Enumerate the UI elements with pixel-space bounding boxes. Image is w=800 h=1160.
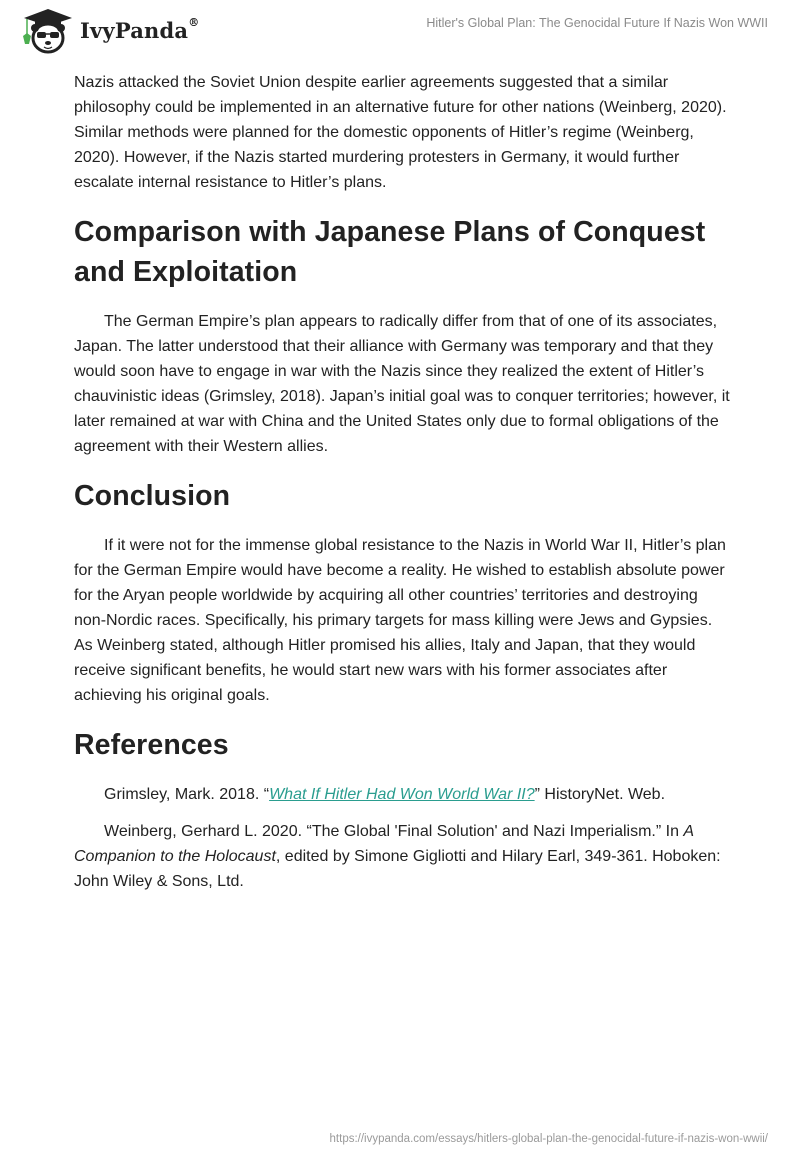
ivypanda-logo[interactable] (18, 6, 199, 54)
reference-item: Grimsley, Mark. 2018. “What If Hitler Had Won World War II?” HistoryNet. Web. (104, 786, 666, 803)
page-header (0, 0, 800, 55)
essay-content (74, 70, 734, 894)
footer-url[interactable]: https://ivypanda.com/essays/hitlers-global-plan-the-genocidal-future-if-nazis-won-wwii/ (329, 1133, 768, 1145)
references-heading: References (74, 729, 229, 761)
intro-paragraph: Nazis attacked the Soviet Union despite earlier agreements suggested that a similar philosophy could be implemented in an alternative future for other nations (Weinberg, 2020). Similar methods were planned for the domestic opponents of Hitler’s regime (Weinberg, 2020). However, if the Nazis started murdering protesters in Germany, it would further escalate internal resistance to Hitler’s plans. (74, 74, 727, 191)
reference-item: Weinberg, Gerhard L. 2020. “The Global 'Final Solution' and Nazi Imperialism.” In A Companion to the Holocaust, edited by Simone Gigliotti and Hilary Earl, 349-361. Hoboken: John Wiley & Sons, Ltd. (74, 823, 721, 890)
section-heading-conclusion: Conclusion (74, 480, 231, 512)
reference-link[interactable]: What If Hitler Had Won World War II? (269, 786, 535, 803)
section-heading-comparison: Comparison with Japanese Plans of Conquest and Exploitation (74, 216, 706, 288)
panda-graduate-icon (18, 6, 76, 54)
document-title: Hitler's Global Plan: The Genocidal Future If Nazis Won WWII (426, 16, 768, 30)
section-paragraph-conclusion: If it were not for the immense global resistance to the Nazis in World War II, Hitler’s plan for the German Empire would have become a reality. He wished to establish absolute power for the Aryan people worldwide by acquiring all other countries’ territories and destroying non-Nordic races. Specifically, his primary targets for mass killing were Jews and Gypsies. As Weinberg stated, although Hitler promised his allies, Italy and Japan, that they would receive significant benefits, he would start new wars with his former associates after achieving his original goals. (74, 537, 726, 704)
logo-text: IvyPanda® (80, 15, 200, 43)
section-paragraph-comparison: The German Empire’s plan appears to radically differ from that of one of its associates, Japan. The latter understood that their alliance with Germany was temporary and that they would soon have to engage in war with the Nazis since they realized the extent of Hitler’s chauvinistic ideas (Grimsley, 2018). Japan’s initial goal was to conquer territories; however, it later remained at war with China and the United States only due to formal obligations of the agreement with their Western allies. (74, 313, 730, 455)
